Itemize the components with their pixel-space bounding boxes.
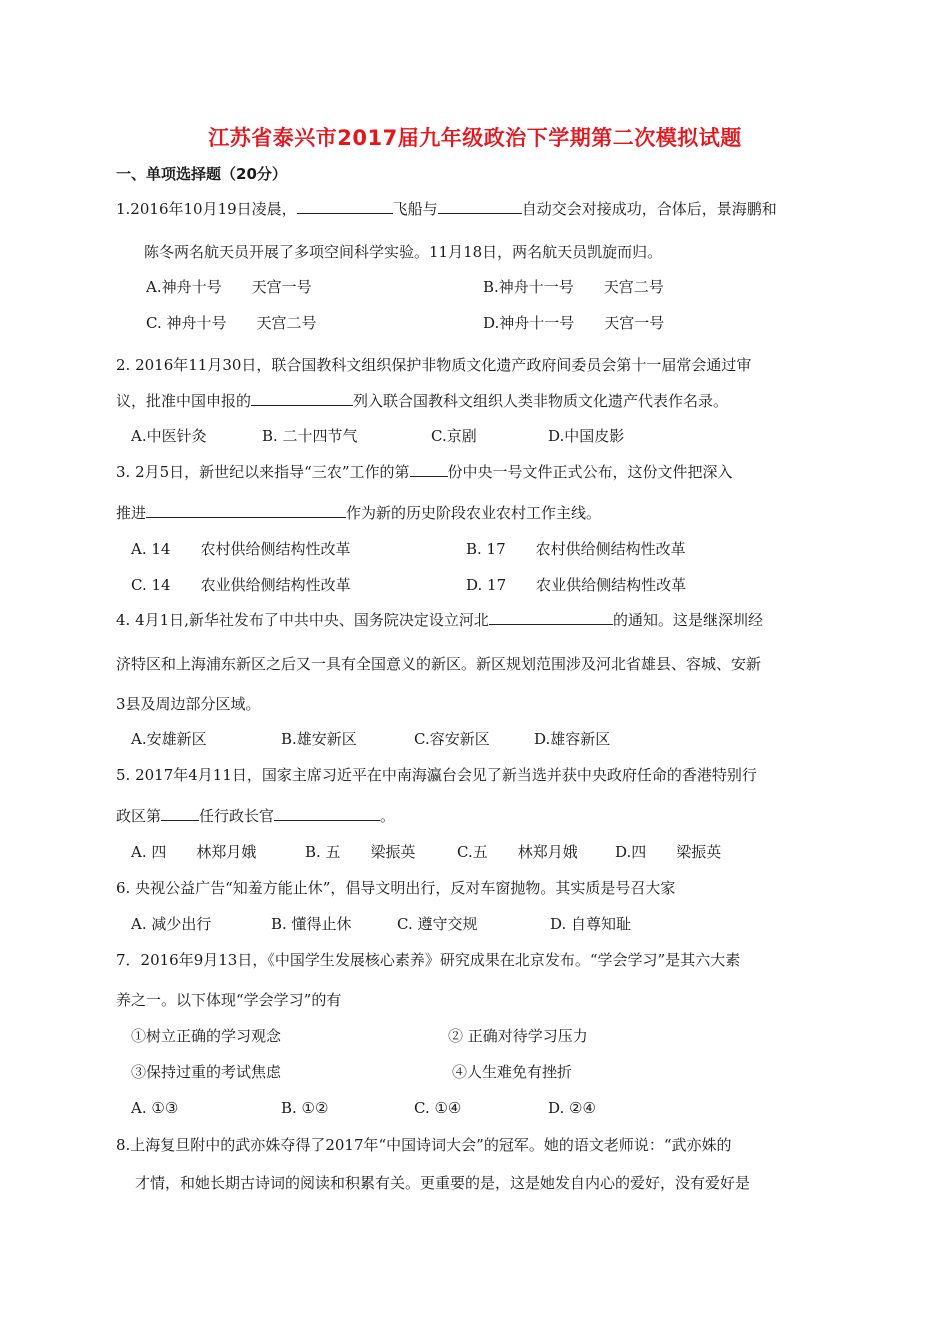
question-7-item-1: ①树立正确的学习观念 bbox=[131, 1027, 282, 1045]
answer-blank[interactable] bbox=[438, 199, 522, 214]
question-7-item-2: ② 正确对待学习压力 bbox=[448, 1027, 588, 1045]
question-5-option-b[interactable]: B. 五 梁振英 bbox=[305, 843, 416, 861]
page-title: 江苏省泰兴市2017届九年级政治下学期第二次模拟试题 bbox=[208, 126, 742, 150]
question-7-option-b[interactable]: B. ①② bbox=[281, 1099, 329, 1117]
question-6-option-c[interactable]: C. 遵守交规 bbox=[397, 915, 478, 933]
question-1-option-a[interactable]: A.神舟十号 天宫一号 bbox=[146, 278, 312, 296]
question-5-option-c[interactable]: C.五 林郑月娥 bbox=[457, 843, 578, 861]
question-4-option-d[interactable]: D.雄容新区 bbox=[534, 730, 611, 748]
question-7-line-2: 养之一。以下体现“学会学习”的有 bbox=[116, 991, 342, 1009]
answer-blank[interactable] bbox=[489, 610, 613, 625]
question-8-line-1: 8.上海复旦附中的武亦姝夺得了2017年“中国诗词大会”的冠军。她的语文老师说：“武亦姝的 bbox=[116, 1136, 732, 1154]
question-4-line-1: 4. 4月1日,新华社发布了中共中央、国务院决定设立河北 的通知。这是继深圳经 bbox=[116, 611, 763, 629]
question-3-option-d[interactable]: D. 17 农业供给侧结构性改革 bbox=[466, 576, 687, 594]
question-6-option-b[interactable]: B. 懂得止休 bbox=[271, 915, 352, 933]
question-5-option-d[interactable]: D.四 梁振英 bbox=[615, 843, 722, 861]
answer-blank[interactable] bbox=[410, 462, 448, 477]
answer-blank[interactable] bbox=[161, 806, 199, 821]
question-7-option-a[interactable]: A. ①③ bbox=[131, 1099, 179, 1117]
question-3-option-b[interactable]: B. 17 农村供给侧结构性改革 bbox=[466, 540, 686, 558]
question-7-line-1: 7．2016年9月13日，《中国学生发展核心素养》研究成果在北京发布。“学会学习”是其六大素 bbox=[116, 951, 741, 969]
question-7-option-d[interactable]: D. ②④ bbox=[548, 1099, 596, 1117]
question-8-line-2: 才情，和她长期古诗词的阅读和积累有关。更重要的是，这是她发自内心的爱好，没有爱好是 bbox=[135, 1174, 751, 1192]
question-2-option-a[interactable]: A.中医针灸 bbox=[131, 427, 207, 445]
question-3-option-a[interactable]: A. 14 农村供给侧结构性改革 bbox=[131, 540, 351, 558]
question-1-line-1: 1.2016年10月19日凌晨， 飞船与 自动交会对接成功，合体后，景海鹏和 bbox=[116, 200, 777, 218]
question-2-option-b[interactable]: B. 二十四节气 bbox=[262, 427, 358, 445]
question-1-line-2: 陈冬两名航天员开展了多项空间科学实验。11月18日，两名航天员凯旋而归。 bbox=[144, 243, 663, 261]
answer-blank[interactable] bbox=[251, 391, 353, 406]
question-3-line-2: 推进 作为新的历史阶段农业农村工作主线。 bbox=[116, 504, 602, 522]
question-6-option-d[interactable]: D. 自尊知耻 bbox=[550, 915, 632, 933]
answer-blank[interactable] bbox=[146, 503, 346, 518]
question-2-option-c[interactable]: C.京剧 bbox=[431, 427, 477, 445]
answer-blank[interactable] bbox=[297, 199, 393, 214]
question-1-option-c[interactable]: C. 神舟十号 天宫二号 bbox=[146, 314, 317, 332]
question-1-option-b[interactable]: B.神舟十一号 天宫二号 bbox=[483, 278, 664, 296]
question-3-line-1: 3. 2月5日，新世纪以来指导“三农”工作的第 份中央一号文件正式公布，这份文件把深入 bbox=[116, 463, 733, 481]
answer-blank[interactable] bbox=[274, 806, 380, 821]
question-5-option-a[interactable]: A. 四 林郑月娥 bbox=[131, 843, 257, 861]
question-2-line-1: 2. 2016年11月30日，联合国教科文组织保护非物质文化遗产政府间委员会第十一届常会通过审 bbox=[116, 356, 752, 374]
question-4-line-2: 济特区和上海浦东新区之后又一具有全国意义的新区。新区规划范围涉及河北省雄县、容城、安新 bbox=[116, 655, 762, 673]
question-5-line-2: 政区第 任行政长官 。 bbox=[116, 807, 396, 825]
question-3-option-c[interactable]: C. 14 农业供给侧结构性改革 bbox=[131, 576, 351, 594]
question-4-line-3: 3县及周边部分区域。 bbox=[116, 695, 261, 713]
section-heading: 一、单项选择题（20分） bbox=[116, 165, 287, 183]
question-2-line-2: 议，批准中国申报的 列入联合国教科文组织人类非物质文化遗产代表作名录。 bbox=[116, 392, 729, 410]
question-4-option-a[interactable]: A.安雄新区 bbox=[131, 730, 207, 748]
question-4-option-c[interactable]: C.容安新区 bbox=[414, 730, 490, 748]
question-5-line-1: 5. 2017年4月11日，国家主席习近平在中南海瀛台会见了新当选并获中央政府任命的香港特别行 bbox=[116, 766, 757, 784]
question-7-item-3: ③保持过重的考试焦虑 bbox=[131, 1063, 282, 1081]
question-7-option-c[interactable]: C. ①④ bbox=[414, 1099, 462, 1117]
question-4-option-b[interactable]: B.雄安新区 bbox=[281, 730, 357, 748]
question-7-item-4: ④人生难免有挫折 bbox=[452, 1063, 573, 1081]
question-1-option-d[interactable]: D.神舟十一号 天宫一号 bbox=[483, 314, 665, 332]
question-2-option-d[interactable]: D.中国皮影 bbox=[548, 427, 625, 445]
question-6-option-a[interactable]: A. 减少出行 bbox=[131, 915, 212, 933]
question-6-line-1: 6. 央视公益广告“知羞方能止休”，倡导文明出行，反对车窗抛物。其实质是号召大家 bbox=[116, 879, 676, 897]
